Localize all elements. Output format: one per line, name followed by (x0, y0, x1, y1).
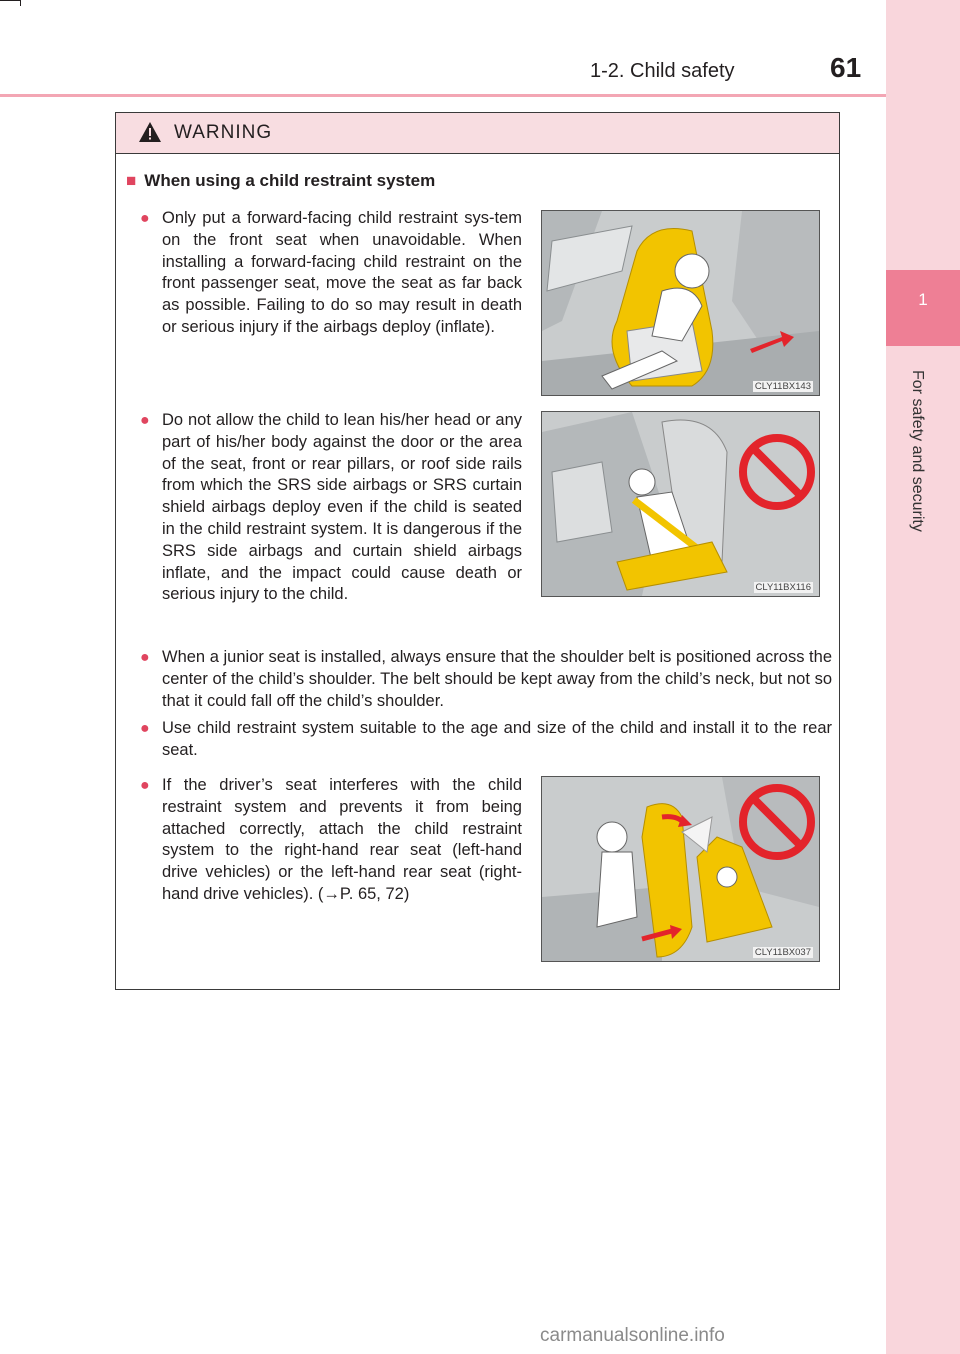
crop-mark (0, 0, 20, 1)
warning-item-text: Use child restraint system suitable to the age and size of the child and install it to the rear seat. (162, 719, 832, 759)
page-number: 61 (830, 52, 862, 83)
warning-item-text: Only put a forward-facing child restraint sys-tem on the front seat when unavoidable. When installing a forward-facing child restraint on the front passenger seat, move the seat as far back as possible. Failing to do so may result in death or serious injury if the airbags deploy (inflate). (162, 209, 522, 336)
chapter-label: For safety and security (909, 370, 926, 532)
warning-subheading (126, 171, 435, 191)
warning-item (140, 208, 522, 339)
circle-bullet-icon: ● (140, 412, 150, 429)
header-rule (0, 94, 886, 97)
warning-item-text: Do not allow the child to lean his/her head or any part of his/her body against the door or the area of the seat, front or rear pillars, or roof side rails from which the SRS side airbags or SRS curtain shield airbags deploy even if the child is seated in the child restraint system. It is dangerous if the SRS side airbags and curtain shield airbags inflate, and the impact could cause death or serious injury to the child. (162, 411, 522, 604)
figure-code: CLY11BX116 (755, 582, 811, 593)
square-bullet-icon: ■ (126, 171, 137, 190)
warning-item-text: When a junior seat is installed, always ensure that the shoulder belt is positioned across the center of the child’s shoulder. The belt should be kept away from the child’s neck, but not so that it could fall off the child’s shoulder. (162, 648, 832, 710)
figure-code: CLY11BX037 (754, 947, 811, 958)
warning-item-text: If the driver’s seat interferes with the child restraint system and prevents it from being attached correctly, attach the child restraint system to the right-hand rear seat (left-hand drive vehicles) or the left-hand rear seat (right-hand drive vehicles). (→P. 65, 72) (162, 776, 522, 903)
warning-item (140, 410, 522, 606)
warning-item (140, 775, 522, 906)
figure-code: CLY11BX143 (754, 381, 811, 392)
warning-label: WARNING (174, 122, 273, 143)
subheading-text: When using a child restraint system (144, 171, 436, 190)
figure-leaning-child (541, 411, 820, 597)
warning-header (116, 113, 839, 154)
warning-item (140, 718, 832, 762)
chapter-number: 1 (886, 270, 960, 346)
circle-bullet-icon: ● (140, 649, 150, 666)
figure-forward-facing-seat (541, 210, 820, 396)
section-title: 1-2. Child safety (590, 60, 735, 82)
figure-illustration (542, 412, 819, 596)
chapter-side-tab (886, 0, 960, 1354)
warning-triangle-icon (138, 121, 162, 143)
watermark: carmanualsonline.info (540, 1325, 725, 1346)
figure-illustration (542, 211, 819, 395)
figure-driver-seat-interference (541, 776, 820, 962)
circle-bullet-icon: ● (140, 210, 150, 227)
figure-illustration (542, 777, 819, 961)
warning-item (140, 647, 832, 712)
warning-box (115, 112, 840, 990)
crop-mark (20, 0, 21, 6)
circle-bullet-icon: ● (140, 720, 150, 737)
circle-bullet-icon: ● (140, 777, 150, 794)
